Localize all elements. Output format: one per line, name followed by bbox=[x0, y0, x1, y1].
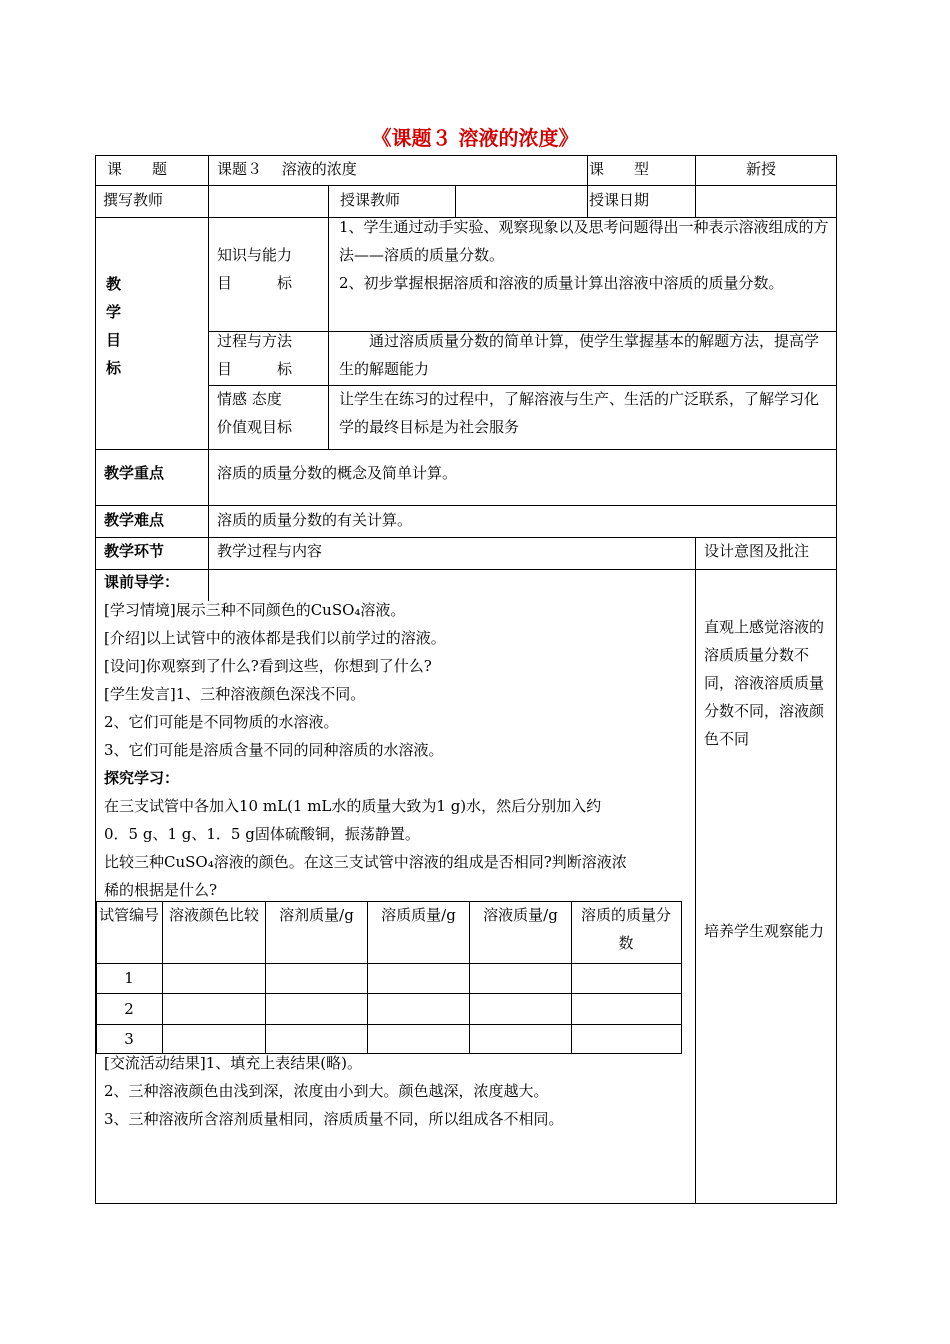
type-label: 课 型 bbox=[589, 160, 650, 178]
table-header-solvent: 溶剂质量/g bbox=[279, 906, 354, 924]
knowledge-text-2: 2、初步掌握根据溶质和溶液的质量计算出溶液中溶质的质量分数。 bbox=[339, 274, 784, 292]
knowledge-text-1: 1、学生通过动手实验、观察现象以及思考问题得出一种表示溶液组成的方法——溶质的质量分数。 bbox=[339, 218, 829, 264]
emotion-label-1: 情感 态度 bbox=[217, 390, 282, 408]
table-row-number: 2 bbox=[124, 1000, 134, 1018]
process-header-notes: 设计意图及批注 bbox=[704, 542, 810, 560]
focus-label: 教学重点 bbox=[104, 464, 165, 482]
content-line: [设问]你观察到了什么?看到这些，你想到了什么? bbox=[104, 657, 432, 675]
document-title: 《课题３ 溶液的浓度》 bbox=[371, 126, 579, 150]
content-line: 比较三种CuSO₄溶液的颜色。在这三支试管中溶液的组成是否相同?判断溶液浓 bbox=[104, 853, 627, 871]
process-header-label: 教学环节 bbox=[104, 542, 165, 560]
content-line: [学习情境]展示三种不同颜色的CuSO₄溶液。 bbox=[104, 601, 406, 619]
process-label-1: 过程与方法 bbox=[217, 332, 293, 350]
design-note-1: 直观上感觉溶液的溶质质量分数不同，溶液溶质质量分数不同，溶液颜色不同 bbox=[704, 618, 825, 748]
pre-study-heading: 课前导学： bbox=[104, 573, 180, 591]
table-header-tube: 试管编号 bbox=[98, 906, 159, 924]
content-line: 稀的根据是什么? bbox=[104, 881, 218, 899]
focus-text: 溶质的质量分数的概念及简单计算。 bbox=[217, 464, 458, 482]
process-label-2: 目 标 bbox=[217, 360, 293, 378]
explore-heading: 探究学习： bbox=[104, 769, 180, 787]
writer-label: 撰写教师 bbox=[103, 191, 164, 209]
experiment-table bbox=[96, 901, 682, 1054]
table-header-solute: 溶质质量/g bbox=[381, 906, 456, 924]
content-line: 3、它们可能是溶质含量不同的同种溶质的水溶液。 bbox=[104, 741, 444, 759]
objectives-char-2: 学 bbox=[106, 303, 122, 321]
difficulty-text: 溶质的质量分数的有关计算。 bbox=[217, 511, 413, 529]
table-header-fraction: 溶质的质量分数 bbox=[580, 906, 671, 952]
knowledge-label-1: 知识与能力 bbox=[217, 246, 293, 264]
emotion-label-2: 价值观目标 bbox=[217, 418, 293, 436]
table-row-number: 1 bbox=[124, 969, 134, 987]
table-header-solution: 溶液质量/g bbox=[483, 906, 558, 924]
teacher-label: 授课教师 bbox=[340, 191, 401, 209]
lesson-plan-table bbox=[95, 155, 837, 1204]
date-label: 授课日期 bbox=[589, 191, 650, 209]
process-header-content: 教学过程与内容 bbox=[217, 542, 323, 560]
type-value: 新授 bbox=[746, 160, 777, 178]
course-label: 课 题 bbox=[107, 160, 168, 178]
content-line: [学生发言]1、三种溶液颜色深浅不同。 bbox=[104, 685, 366, 703]
table-header-color: 溶液颜色比较 bbox=[168, 906, 259, 924]
design-note-2: 培养学生观察能力 bbox=[704, 922, 825, 940]
objectives-char-3: 目 bbox=[106, 331, 122, 349]
content-line: [交流活动结果]1、填充上表结果(略)。 bbox=[104, 1054, 362, 1072]
table-row-number: 3 bbox=[124, 1030, 134, 1048]
course-value: 课题３ 溶液的浓度 bbox=[217, 160, 357, 178]
content-line: 2、它们可能是不同物质的水溶液。 bbox=[104, 713, 339, 731]
knowledge-label-2: 目 标 bbox=[217, 274, 293, 292]
content-line: 在三支试管中各加入10 mL(1 mL水的质量大致为1 g)水，然后分别加入约 bbox=[104, 797, 602, 815]
difficulty-label: 教学难点 bbox=[104, 511, 165, 529]
objectives-char-1: 教 bbox=[106, 275, 122, 293]
content-line: 0．5 g、1 g、1．5 g固体硫酸铜，振荡静置。 bbox=[104, 825, 420, 843]
content-line: 2、三种溶液颜色由浅到深，浓度由小到大。颜色越深，浓度越大。 bbox=[104, 1082, 549, 1100]
process-text: 通过溶质质量分数的简单计算，使学生掌握基本的解题方法，提高学生的解题能力 bbox=[339, 332, 820, 378]
emotion-text: 让学生在练习的过程中，了解溶液与生产、生活的广泛联系，了解学习化学的最终目标是为社会服务 bbox=[339, 390, 820, 436]
content-line: [介绍]以上试管中的液体都是我们以前学过的溶液。 bbox=[104, 629, 446, 647]
content-line: 3、三种溶液所含溶剂质量相同，溶质质量不同，所以组成各不相同。 bbox=[104, 1110, 564, 1128]
objectives-char-4: 标 bbox=[106, 359, 122, 377]
